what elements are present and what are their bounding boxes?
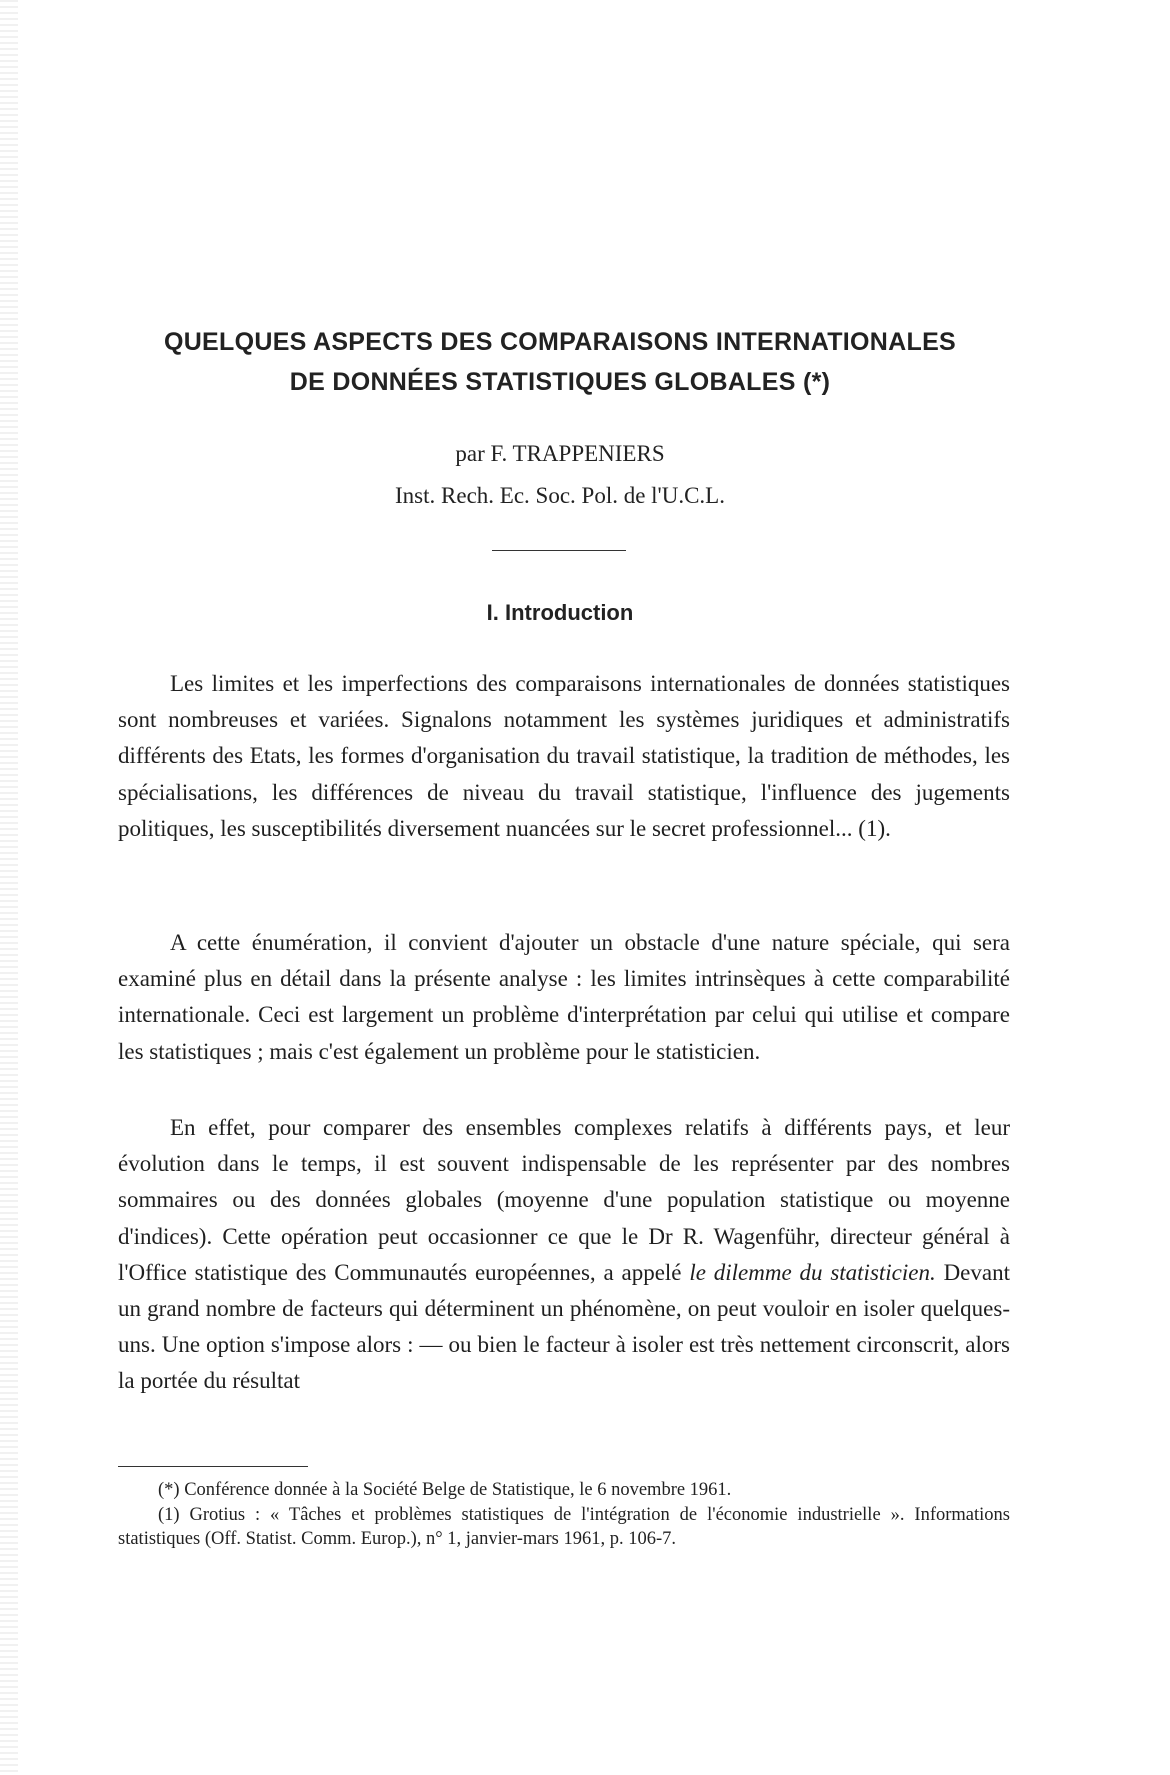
paragraph-1-text: Les limites et les imperfections des comparaisons internationales de données statistiques sont nombreuses et variées. Signalons notamment les systèmes juridiques et administratifs différents des Etats, les formes d'organisation du travail statistique, la tradition de méthodes, les spécialisations, les différences de niveau du travail statistique, l'influence des jugements politiques, les susceptibilités diversement nuancées sur le secret professionnel... (1). (118, 671, 1010, 841)
paragraph-3-text (118, 1110, 1010, 1400)
title-line-1: QUELQUES ASPECTS DES COMPARAISONS INTERNATIONALES (163, 328, 957, 356)
paragraph-3-part-2: Devant un grand nombre de facteurs qui déterminent un phénomène, on peut vouloir en isoler quelques-uns. Une option s'impose alors : — ou bien le facteur à isoler est très nettement circonscrit, alors la portée du résultat (118, 1259, 1010, 1394)
paragraph-3-italic: le dilemme du statisticien. (689, 1259, 936, 1285)
section-heading: I. Introduction (486, 600, 634, 625)
footnote-separator (118, 1466, 308, 1467)
footnotes (118, 1478, 1010, 1552)
author-affiliation: Inst. Rech. Ec. Soc. Pol. de l'U.C.L. (395, 483, 725, 508)
footnote-star: (*) Conférence donnée à la Société Belge de Statistique, le 6 novembre 1961. (158, 1480, 732, 1500)
title-line-2: DE DONNÉES STATISTIQUES GLOBALES (*) (289, 368, 831, 396)
paragraph-3 (118, 1110, 1010, 1400)
author-name: par F. TRAPPENIERS (455, 441, 665, 466)
paragraph-3-part-1: En effet, pour comparer des ensembles complexes relatifs à différents pays, et leur évolution dans le temps, il est souvent indispensable de les représenter par des nombres sommaires ou des données globales (moyenne d'une population statistique ou moyenne d'indices). Cette opération peut occasionner ce que le Dr R. Wagenführ, directeur général à l'Office statistique des Communautés européennes, a appelé (118, 1115, 1010, 1285)
paragraph-2 (118, 925, 1010, 1070)
scan-edge (0, 0, 18, 1775)
paragraph-1 (118, 666, 1010, 847)
title-separator (492, 550, 626, 551)
footnote-1: (1) Grotius : « Tâches et problèmes statistiques de l'intégration de l'économie industrielle ». Informations statistiques (Off. Statist. Comm. Europ.), n° 1, janvier-mars 1961, p. 106-7. (118, 1504, 1010, 1549)
paragraph-2-text: A cette énumération, il convient d'ajouter un obstacle d'une nature spéciale, qui sera examiné plus en détail dans la présente analyse : les limites intrinsèques à cette comparabilité internationale. Ceci est largement un problème d'interprétation par celui qui utilise et compare les statistiques ; mais c'est également un problème pour le statisticien. (118, 930, 1010, 1064)
